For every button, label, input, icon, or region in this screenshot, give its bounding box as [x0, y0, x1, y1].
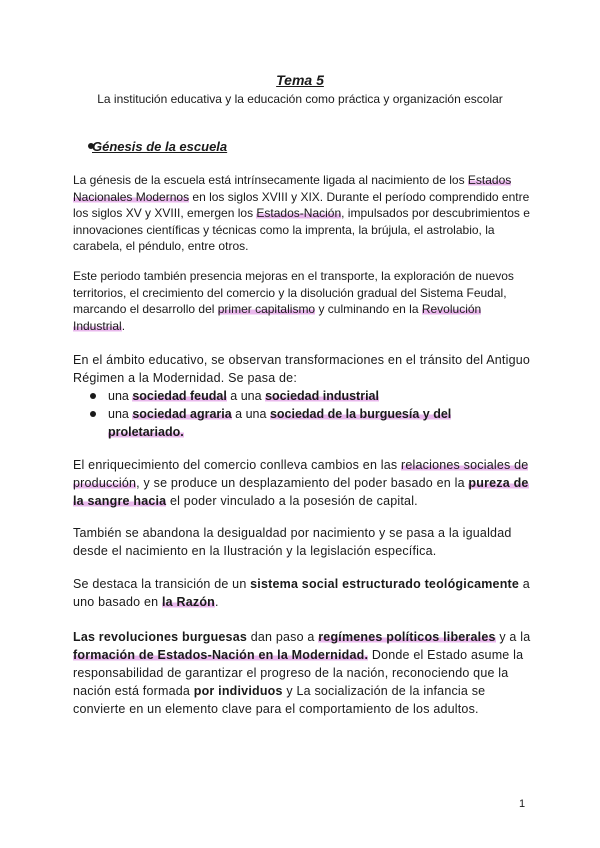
paragraph-educativo: En el ámbito educativo, se observan transformaciones en el tránsito del Antiguo Régimen a la Modernidad. Se pasa de:	[73, 353, 531, 385]
paragraph-razon	[73, 575, 533, 611]
list-item	[88, 387, 528, 405]
highlight: relaciones sociales de producción	[73, 458, 529, 490]
highlight: Estados Nacionales Modernos	[73, 173, 512, 204]
highlight: sociedad feudal	[132, 389, 227, 403]
list-item	[88, 405, 528, 441]
highlight: Estados-Nación	[256, 206, 342, 220]
highlight: regímenes políticos liberales	[318, 630, 496, 644]
paragraph-genesis	[73, 172, 533, 255]
text: dan paso a	[247, 630, 319, 644]
highlight: Revolución Industrial	[73, 302, 482, 333]
text: a una	[231, 407, 270, 421]
text: Este periodo también presencia mejoras en el transporte, la exploración de nuevos territorios, el crecimiento del comercio y la disolución gradual del Sistema Feudal, marcando el desarrollo del	[73, 269, 514, 316]
bold-text: Las revoluciones burguesas	[73, 630, 248, 644]
text: a una	[226, 389, 266, 403]
text: y culminando en la	[315, 302, 422, 316]
highlight: la Razón	[162, 595, 215, 609]
text: una	[108, 407, 133, 421]
text: y La socialización de la infancia se convierte en un elemento clave para el comportamiento de los adultos.	[73, 684, 486, 716]
text: en los siglos XVIII y XIX. Durante el período comprendido entre los siglos XV y XVIII, emergen los	[73, 189, 530, 220]
highlight: sociedad de la burguesía y del proletariado.	[108, 407, 452, 439]
text: el poder vinculado a la posesión de capital.	[166, 494, 418, 508]
bold-text: por individuos	[193, 684, 283, 698]
text: una	[108, 389, 133, 403]
text: El enriquecimiento del comercio conlleva cambios en las	[73, 458, 402, 472]
transition-list	[88, 387, 528, 441]
paragraph-transport	[73, 268, 533, 334]
paragraph-comercio	[73, 456, 533, 510]
highlight: formación de Estados-Nación en la Modernidad.	[73, 648, 369, 662]
paragraph-igualdad: También se abandona la desigualdad por nacimiento y se pasa a la igualdad desde el nacimiento en la Ilustración y la legislación específica.	[73, 526, 512, 558]
text: , impulsados por descubrimientos e innovaciones científicas y técnicas como la imprenta, la brújula, el astrolabio, la carabela, el péndulo, entre otros.	[73, 206, 530, 253]
highlight: pureza de la sangre hacia	[73, 476, 529, 508]
document-subtitle: La institución educativa y la educación como práctica y organización escolar	[97, 92, 503, 106]
bold-text: sistema social estructurado teológicamente	[250, 577, 520, 591]
text: La génesis de la escuela está intrínsecamente ligada al nacimiento de los	[73, 173, 468, 187]
document-title: Tema 5	[276, 72, 324, 88]
text: a uno basado en	[73, 577, 530, 609]
text: y a la	[495, 630, 531, 644]
text: .	[215, 595, 219, 609]
paragraph-revoluciones	[73, 628, 533, 718]
highlight: sociedad agraria	[132, 407, 232, 421]
highlight: sociedad industrial	[265, 389, 379, 403]
text: Se destaca la transición de un	[73, 577, 251, 591]
text: Donde el Estado asume la responsabilidad de garantizar el progreso de la nación, reconociendo que la nación está formada	[73, 648, 524, 698]
text: .	[121, 318, 126, 333]
text: , y se produce un desplazamiento del poder basado en la	[136, 476, 469, 490]
highlight: primer capitalismo	[217, 302, 316, 316]
section-heading: Génesis de la escuela	[92, 139, 228, 154]
page-number: 1	[519, 798, 526, 810]
